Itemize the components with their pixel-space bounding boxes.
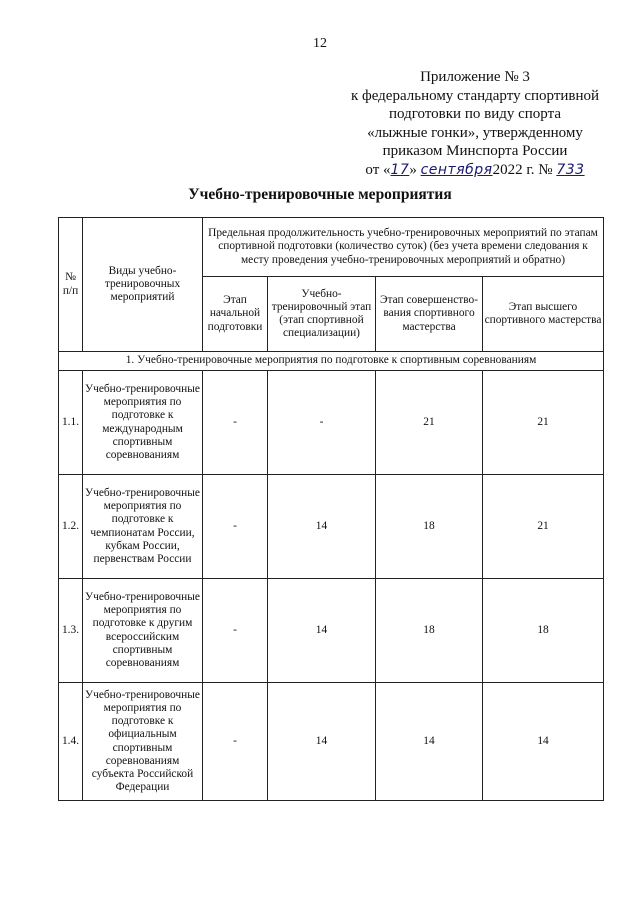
header-stage-2: Учебно-тренировочный этап (этап спортивной специализации) (268, 277, 376, 352)
row-stage-1-value: - (203, 475, 268, 579)
row-number: 1.2. (59, 475, 83, 579)
table-header-row (59, 218, 604, 277)
row-stage-3-value: 18 (376, 579, 483, 683)
row-stage-3-value: 18 (376, 475, 483, 579)
order-mid: » (409, 161, 417, 178)
order-year: 2022 г. № (492, 161, 553, 178)
appendix-heading (330, 68, 620, 179)
order-day-handwritten: 17 (390, 161, 410, 178)
appendix-line-4: «лыжные гонки», утвержденному (367, 124, 583, 141)
header-limit: Предельная продолжительность учебно-тренировочных мероприятий по этапам спортивной подготовки (количество суток) (без учета времени следования к месту проведения учебно-тренировочных мероприятий и обратно) (203, 218, 604, 277)
row-number: 1.4. (59, 683, 83, 801)
row-kind: Учебно-тренировочные мероприятия по подготовке к другим всероссийским спортивным соревнованиям (83, 579, 203, 683)
section-title: 1. Учебно-тренировочные мероприятия по подготовке к спортивным соревнованиям (59, 352, 604, 371)
page-number: 12 (313, 36, 327, 51)
appendix-line-3: подготовки по виду спорта (389, 106, 561, 122)
row-stage-4-value: 18 (483, 579, 604, 683)
table-row (59, 683, 604, 801)
section-row (59, 352, 604, 371)
row-stage-1-value: - (203, 683, 268, 801)
row-kind: Учебно-тренировочные мероприятия по подготовке к чемпионатам России, кубкам России, первенствам России (83, 475, 203, 579)
row-stage-4-value: 21 (483, 371, 604, 475)
appendix-line-2: к федеральному стандарту спортивной (350, 87, 600, 104)
table-row (59, 475, 604, 579)
header-num: № п/п (59, 218, 83, 352)
row-stage-3-value: 21 (376, 371, 483, 475)
order-month-handwritten: сентября (420, 161, 493, 178)
row-stage-2-value: 14 (268, 579, 376, 683)
header-stage-4: Этап высшего спортивного мастерства (483, 277, 604, 352)
order-date-line (330, 161, 620, 180)
row-stage-2-value: - (268, 371, 376, 475)
row-stage-2-value: 14 (268, 475, 376, 579)
document-title: Учебно-тренировочные мероприятия (188, 186, 452, 203)
row-stage-3-value: 14 (376, 683, 483, 801)
header-kind: Виды учебно-тренировочных мероприятий (83, 218, 203, 352)
row-stage-4-value: 21 (483, 475, 604, 579)
training-events-table (58, 217, 604, 801)
order-prefix: от « (365, 161, 391, 178)
row-number: 1.3. (59, 579, 83, 683)
row-stage-1-value: - (203, 371, 268, 475)
row-number: 1.1. (59, 371, 83, 475)
row-stage-1-value: - (203, 579, 268, 683)
header-stage-1: Этап начальной подготовки (203, 277, 268, 352)
appendix-line-1: Приложение № 3 (420, 69, 530, 85)
row-kind: Учебно-тренировочные мероприятия по подготовке к международным спортивным соревнованиям (83, 371, 203, 475)
table-row (59, 371, 604, 475)
table-row (59, 579, 604, 683)
header-stage-3: Этап совершенство-вания спортивного мастерства (376, 277, 483, 352)
row-stage-2-value: 14 (268, 683, 376, 801)
row-stage-4-value: 14 (483, 683, 604, 801)
appendix-line-5: приказом Минспорта России (382, 143, 568, 159)
row-kind: Учебно-тренировочные мероприятия по подготовке к официальным спортивным соревнованиям субъекта Российской Федерации (83, 683, 203, 801)
order-number-handwritten: 733 (556, 161, 585, 178)
